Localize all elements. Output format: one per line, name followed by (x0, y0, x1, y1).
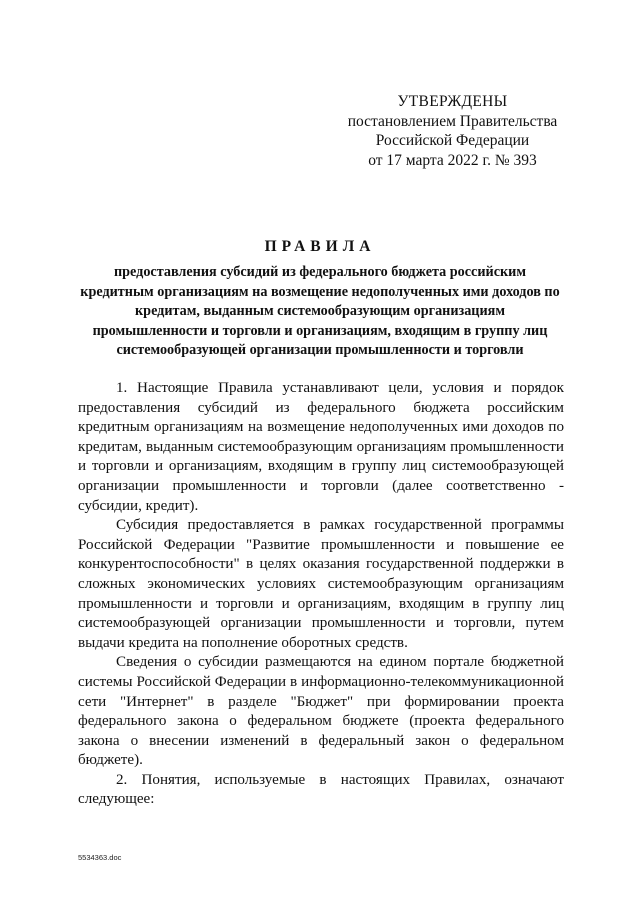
paragraph-2: Субсидия предоставляется в рамках государственной программы Российской Федерации "Развитие промышленности и повышение ее конкурентоспособности" в целях оказания государственной поддержки в сложных экономических условиях системообразующим организациям промышленности и торговли и организациям, входящим в группу лиц системообразующей организации промышленности и торговли, путем выдачи кредита на пополнение оборотных средств. (78, 517, 564, 651)
document-body (78, 379, 564, 810)
file-reference: 5534363.doc (78, 853, 122, 862)
paragraph-3: Сведения о субсидии размещаются на едином портале бюджетной системы Российской Федерации в информационно-телекоммуникационной сети "Интернет" в разделе "Бюджет" при формировании проекта федерального закона о федеральном бюджете (проекта федерального закона о внесении изменений в федеральный закон о федеральном бюджете). (78, 654, 564, 769)
approval-line-2: Российской Федерации (375, 132, 530, 149)
approval-heading: УТВЕРЖДЕНЫ (397, 93, 508, 110)
document-subtitle: предоставления субсидий из федерального бюджета российским кредитным организациям на возмещение недополученных ими доходов по кредитам, выданным системообразующим организациям промышленности и торговли и организациям, входящим в группу лиц системообразующей организации промышленности и торговли (80, 264, 560, 358)
approval-block (335, 92, 570, 170)
approval-line-3: от 17 марта 2022 г. № 393 (368, 151, 537, 169)
paragraph-4: 2. Понятия, используемые в настоящих Правилах, означают следующее: (78, 771, 564, 808)
approval-line-1: постановлением Правительства (347, 112, 558, 130)
document-title: ПРАВИЛА (264, 238, 376, 255)
paragraph-1: 1. Настоящие Правила устанавливают цели, условия и порядок предоставления субсидий из федерального бюджета российским кредитным организациям на возмещение недополученных ими доходов по кредитам, выданным системообразующим организациям промышленности и торговли и организациям, входящим в группу лиц системообразующей организации промышленности и торговли (далее соответственно - субсидии, кредит). (78, 380, 564, 514)
